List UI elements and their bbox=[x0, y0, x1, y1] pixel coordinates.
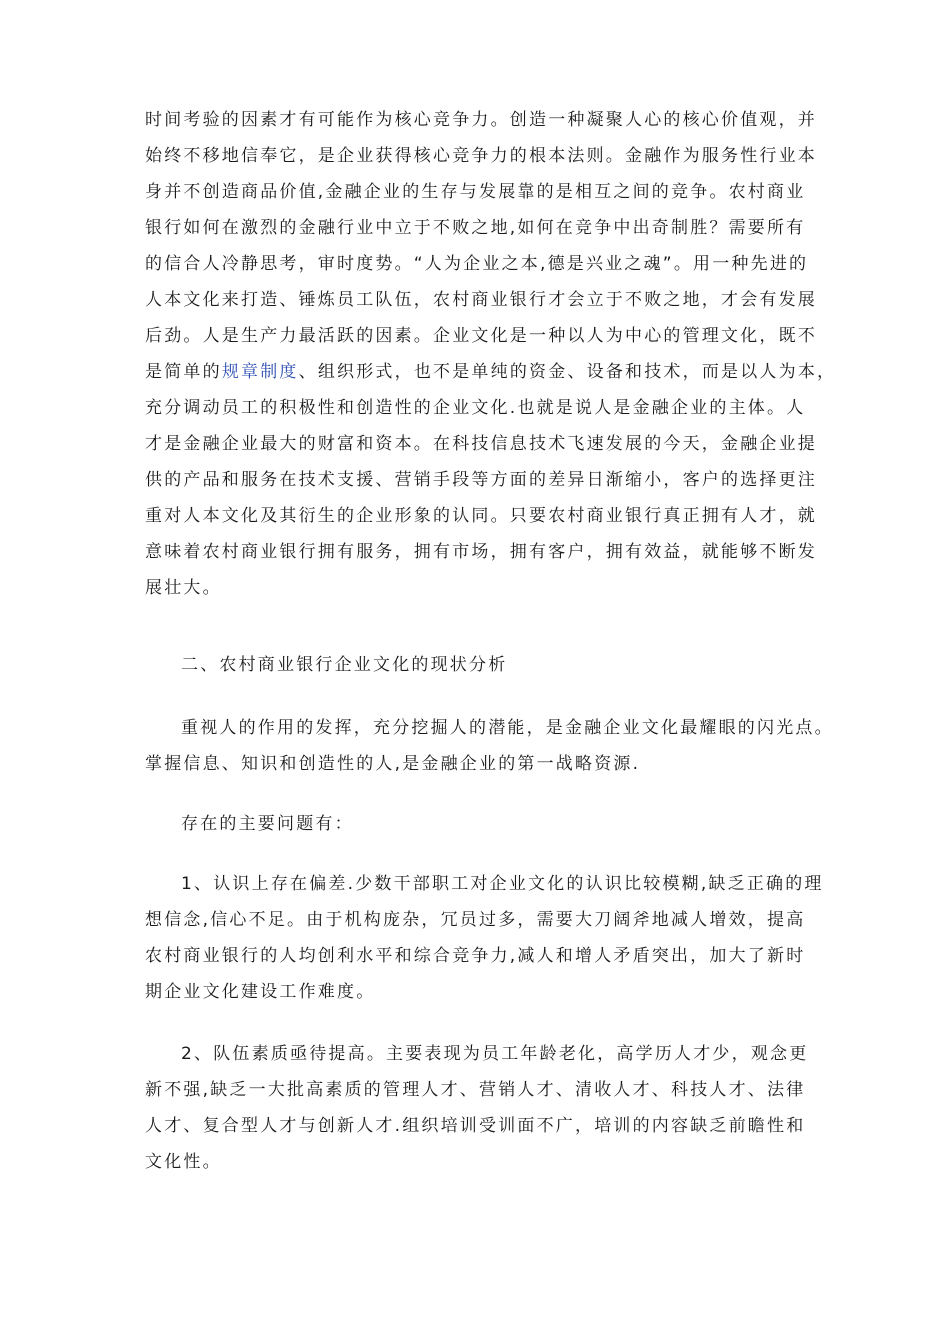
text-line: 充分调动员工的积极性和创造性的企业文化.也就是说人是金融企业的主体。人 bbox=[145, 398, 806, 418]
heading-text: 二、农村商业银行企业文化的现状分析 bbox=[181, 655, 508, 675]
numbered-item bbox=[145, 866, 824, 1010]
text-line: 掌握信息、知识和创造性的人,是金融企业的第一战略资源. bbox=[145, 754, 641, 774]
text-line: 供的产品和服务在技术支援、营销手段等方面的差异日渐缩小，客户的选择更注 bbox=[145, 470, 817, 490]
text-line: 展壮大。 bbox=[145, 578, 222, 598]
body-paragraph bbox=[145, 806, 815, 842]
text-line: 人才、复合型人才与创新人才.组织培训受训面不广，培训的内容缺乏前瞻性和 bbox=[145, 1116, 806, 1136]
text-line: 存在的主要问题有： bbox=[181, 814, 354, 834]
text-line: 意味着农村商业银行拥有服务，拥有市场，拥有客户，拥有效益，就能够不断发 bbox=[145, 542, 817, 562]
text-line: 时间考验的因素才有可能作为核心竞争力。创造一种凝聚人心的核心价值观，并 bbox=[145, 110, 817, 130]
text-line: 1、认识上存在偏差.少数干部职工对企业文化的认识比较模糊,缺乏正确的理 bbox=[181, 874, 824, 894]
text-line: 农村商业银行的人均创利水平和综合竞争力,减人和增人矛盾突出，加大了新时 bbox=[145, 946, 806, 966]
text-line: 文化性。 bbox=[145, 1152, 222, 1172]
body-paragraph bbox=[145, 710, 834, 782]
text-line: 重视人的作用的发挥，充分挖掘人的潜能，是金融企业文化最耀眼的闪光点。 bbox=[181, 718, 834, 738]
body-paragraph bbox=[145, 102, 837, 606]
regulation-link[interactable]: 规章制度 bbox=[221, 362, 299, 382]
text-line: 2、队伍素质亟待提高。主要表现为员工年龄老化，高学历人才少，观念更 bbox=[181, 1044, 809, 1064]
text-line: 新不强,缺乏一大批高素质的管理人才、营销人才、清收人才、科技人才、法律 bbox=[145, 1080, 806, 1100]
text-line: 身并不创造商品价值,金融企业的生存与发展靠的是相互之间的竞争。农村商业 bbox=[145, 182, 806, 202]
text-segment: 、组织形式，也不是单纯的资金、设备和技术，而是以人为本， bbox=[298, 362, 837, 382]
text-line: 期企业文化建设工作难度。 bbox=[145, 982, 376, 1002]
text-line: 的信合人冷静思考，审时度势。“人为企业之本,德是兴业之魂”。用一种先进的 bbox=[145, 254, 809, 274]
text-line: 想信念,信心不足。由于机构庞杂，冗员过多，需要大刀阔斧地减人增效，提高 bbox=[145, 910, 806, 930]
text-line: 才是金融企业最大的财富和资本。在科技信息技术飞速发展的今天，金融企业提 bbox=[145, 434, 817, 454]
section-heading bbox=[145, 647, 815, 683]
text-line: 人本文化来打造、锤炼员工队伍，农村商业银行才会立于不败之地，才会有发展 bbox=[145, 290, 817, 310]
text-segment: 是简单的 bbox=[145, 362, 222, 382]
numbered-item bbox=[145, 1036, 815, 1180]
text-line: 后劲。人是生产力最活跃的因素。企业文化是一种以人为中心的管理文化，既不 bbox=[145, 326, 817, 346]
text-line-with-link bbox=[145, 354, 837, 390]
text-line: 重对人本文化及其衍生的企业形象的认同。只要农村商业银行真正拥有人才，就 bbox=[145, 506, 817, 526]
text-line: 银行如何在激烈的金融行业中立于不败之地,如何在竞争中出奇制胜？需要所有 bbox=[145, 218, 806, 238]
text-line: 始终不移地信奉它，是企业获得核心竞争力的根本法则。金融作为服务性行业本 bbox=[145, 146, 817, 166]
